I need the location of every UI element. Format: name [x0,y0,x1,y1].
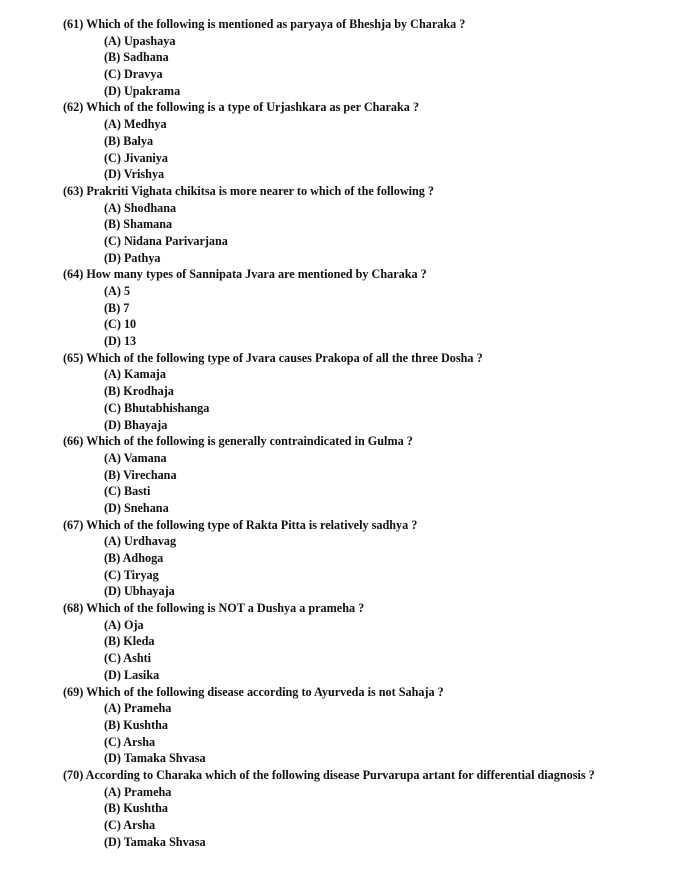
question-text: (66) Which of the following is generally contraindicated in Gulma ? [63,434,413,449]
question-block [0,16,680,99]
question-list [0,16,680,850]
answer-option: (D) Lasika [104,667,160,682]
question-block [0,517,680,600]
answer-option: (A) Medhya [104,117,167,132]
answer-option: (B) Virechana [104,467,177,482]
answer-option: (D) Snehana [104,500,169,515]
answer-option: (C) Basti [104,484,151,499]
question-text: (69) Which of the following disease according to Ayurveda is not Sahaja ? [63,684,444,699]
answer-option: (B) Krodhaja [104,384,174,399]
answer-option: (D) 13 [104,334,137,349]
answer-option: (A) Vamana [104,450,167,465]
answer-option: (A) Upashaya [104,33,176,48]
question-block [0,99,680,182]
question-text: (64) How many types of Sannipata Jvara are mentioned by Charaka ? [63,267,427,282]
question-text: (68) Which of the following is NOT a Dushya a prameha ? [63,601,365,616]
question-text: (63) Prakriti Vighata chikitsa is more nearer to which of the following ? [63,183,435,198]
answer-option: (C) 10 [104,317,137,332]
question-block [0,684,680,767]
answer-option: (B) 7 [104,300,130,315]
answer-option: (A) Kamaja [104,367,166,382]
answer-option: (A) Prameha [104,701,172,716]
question-block [0,350,680,433]
answer-option: (C) Arsha [104,818,156,832]
answer-option: (C) Jivaniya [104,150,168,165]
answer-option: (A) Oja [104,617,144,632]
question-block [0,767,680,850]
answer-option: (B) Sadhana [104,50,169,65]
answer-option: (D) Ubhayaja [104,584,175,599]
question-text: (70) According to Charaka which of the following disease Purvarupa artant for differential diagnosis ? [63,767,595,782]
answer-option: (A) 5 [104,284,131,298]
answer-option: (D) Bhayaja [104,417,168,432]
answer-option: (C) Tiryag [104,567,159,582]
answer-option: (C) Nidana Parivarjana [104,233,228,248]
answer-option: (B) Kushtha [104,717,169,732]
answer-option: (C) Ashti [104,651,152,666]
question-text: (67) Which of the following type of Rakta Pitta is relatively sadhya ? [63,517,418,532]
question-block [0,266,680,349]
answer-option: (D) Vrishya [104,167,165,182]
answer-option: (D) Upakrama [104,83,181,98]
answer-option: (B) Adhoga [104,551,164,565]
question-text: (62) Which of the following is a type of Urjashkara as per Charaka ? [63,100,420,115]
answer-option: (A) Prameha [104,784,172,799]
question-text: (65) Which of the following type of Jvara causes Prakopa of all the three Dosha ? [63,350,483,365]
answer-option: (B) Balya [104,133,154,148]
question-block [0,183,680,266]
answer-option: (B) Shamana [104,217,173,232]
question-block [0,600,680,683]
answer-option: (D) Tamaka Shvasa [104,751,206,766]
answer-option: (A) Urdhavag [104,534,177,549]
answer-option: (A) Shodhana [104,200,177,215]
answer-option: (C) Bhutabhishanga [104,400,210,415]
question-block [0,433,680,516]
answer-option: (B) Kleda [104,634,155,649]
answer-option: (C) Arsha [104,734,156,749]
answer-option: (D) Tamaka Shvasa [104,834,206,849]
answer-option: (D) Pathya [104,250,161,265]
answer-option: (C) Dravya [104,67,163,82]
question-text: (61) Which of the following is mentioned as paryaya of Bheshja by Charaka ? [63,17,466,31]
answer-option: (B) Kushtha [104,801,169,816]
